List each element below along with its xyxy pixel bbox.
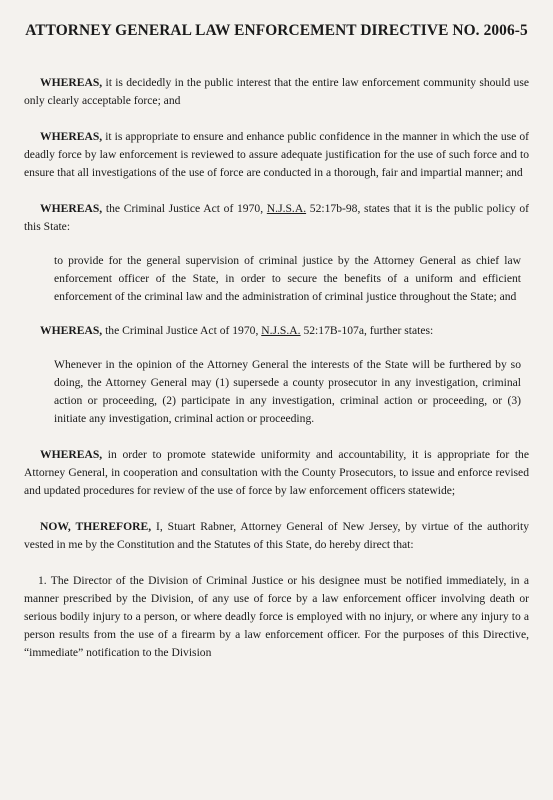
paragraph-text: the Criminal Justice Act of 1970, xyxy=(102,324,262,337)
paragraph-text: it is decidedly in the public interest that the entire law enforcement community should use only clearly acceptable force; and xyxy=(24,76,529,107)
now-therefore-paragraph xyxy=(24,518,529,554)
whereas-lead: WHEREAS, xyxy=(40,76,103,89)
whereas-paragraph-1 xyxy=(24,74,529,110)
paragraph-text: it is appropriate to ensure and enhance public confidence in the manner in which the use of deadly force by law enforcement is reviewed to assure adequate justification for the use of such force and to ensure that all investigations of the use of force are conducted in a thorough, fair and impartial manner; and xyxy=(24,130,529,179)
whereas-lead: WHEREAS, xyxy=(40,202,103,215)
directive-title: ATTORNEY GENERAL LAW ENFORCEMENT DIRECTIVE NO. 2006-5 xyxy=(25,22,528,39)
paragraph-text: 52:17B-107a, further states: xyxy=(300,324,434,337)
paragraph-text: 52:17b-98, states that it is the public policy of this State: xyxy=(24,202,529,233)
whereas-lead: WHEREAS, xyxy=(40,130,103,143)
item-number: 1. xyxy=(38,574,47,587)
whereas-lead: WHEREAS, xyxy=(40,448,103,461)
block-quote-2: Whenever in the opinion of the Attorney General the interests of the State will be furthered by so doing, the Attorney General may (1) supersede a county prosecutor in any investigation, criminal action or proceeding, (2) participate in any investigation, criminal action or proceeding, or (3) initiate any investigation, criminal action or proceeding. xyxy=(54,358,521,425)
item-text: The Director of the Division of Criminal Justice or his designee must be notified immediately, in a manner prescribed by the Division, of any use of force by a law enforcement officer involving death or serious bodily injury to a person, or where deadly force is employed with no injury, or where any injury to a person results from the use of a firearm by a law enforcement officer. For the purposes of this Directive, “immediate” notification to the Division xyxy=(24,574,529,659)
now-therefore-lead: NOW, THEREFORE, xyxy=(40,520,152,533)
statute-citation: N.J.S.A. xyxy=(261,324,301,337)
statute-citation: N.J.S.A. xyxy=(266,202,307,215)
block-quote-1: to provide for the general supervision of criminal justice by the Attorney General as chief law enforcement officer of the State, in order to secure the benefits of a uniform and efficient enforcement of the criminal law and the administration of criminal justice throughout the State; and xyxy=(54,254,521,303)
whereas-paragraph-4 xyxy=(24,322,529,340)
whereas-paragraph-5 xyxy=(24,446,529,500)
whereas-paragraph-2 xyxy=(24,128,529,182)
whereas-lead: WHEREAS, xyxy=(40,324,103,337)
directive-item-1 xyxy=(24,572,529,662)
paragraph-text: I, Stuart Rabner, Attorney General of New Jersey, by virtue of the authority vested in me by the Constitution and the Statutes of this State, do hereby direct that: xyxy=(24,520,529,551)
whereas-paragraph-3 xyxy=(24,200,529,236)
paragraph-text: the Criminal Justice Act of 1970, xyxy=(102,202,267,215)
paragraph-text: in order to promote statewide uniformity and accountability, it is appropriate for the Attorney General, in cooperation and consultation with the County Prosecutors, to issue and enforce revised and updated procedures for review of the use of force by law enforcement officers statewide; xyxy=(24,448,529,497)
